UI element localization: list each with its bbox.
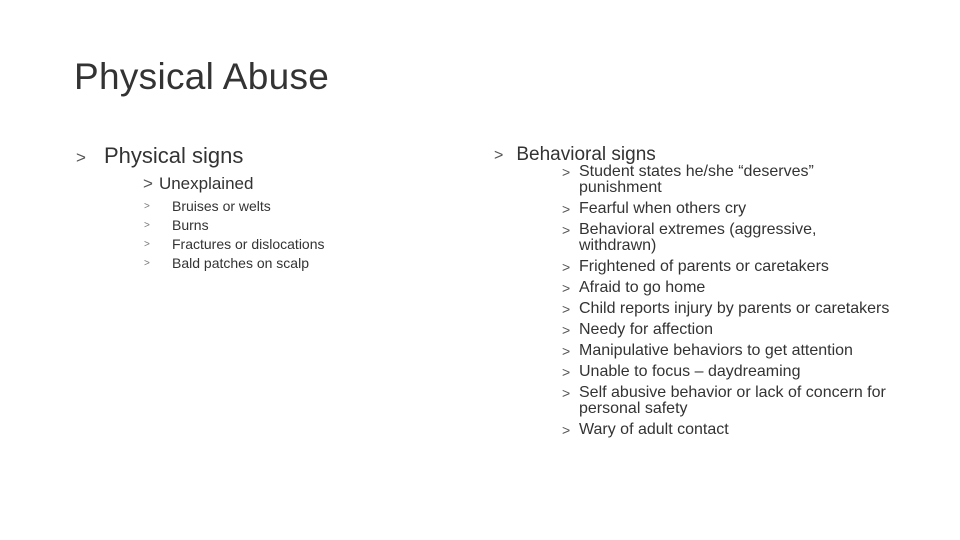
- bullet-marker: >: [143, 174, 153, 193]
- physical-signs-label: Physical signs: [103, 143, 244, 168]
- list-item: [144, 216, 325, 235]
- list-item-text: Needy for affection: [579, 321, 714, 338]
- physical-signs-list: [144, 197, 325, 273]
- list-item: [562, 222, 892, 254]
- behavioral-signs-list: [562, 164, 892, 443]
- bullet-marker: >: [562, 422, 571, 438]
- bullet-marker: >: [144, 258, 150, 269]
- list-item: [144, 197, 325, 216]
- list-item: [562, 343, 892, 359]
- bullet-marker: >: [562, 343, 571, 359]
- bullet-marker: >: [144, 201, 150, 212]
- list-item-text: Wary of adult contact: [579, 421, 729, 438]
- list-item: [562, 259, 892, 275]
- list-item-text: Child reports injury by parents or caretakers: [579, 300, 890, 317]
- list-item-text: Student states he/she “deserves” punishment: [579, 163, 814, 196]
- unexplained-label: Unexplained: [158, 174, 254, 193]
- list-item: [144, 254, 325, 273]
- slide-title: Physical Abuse: [74, 56, 330, 97]
- bullet-marker: >: [562, 259, 571, 275]
- list-item-text: Self abusive behavior or lack of concern for personal safety: [579, 384, 886, 417]
- bullet-marker: >: [562, 201, 571, 217]
- bullet-marker: >: [144, 220, 150, 231]
- list-item-text: Bald patches on scalp: [172, 255, 309, 271]
- list-item: [562, 301, 892, 317]
- list-item-text: Manipulative behaviors to get attention: [579, 342, 853, 359]
- list-item-text: Unable to focus – daydreaming: [579, 363, 801, 380]
- bullet-marker: >: [76, 148, 86, 167]
- list-item-text: Fearful when others cry: [579, 200, 747, 217]
- list-item-text: Fractures or dislocations: [172, 236, 325, 252]
- bullet-marker: >: [562, 322, 571, 338]
- bullet-marker: >: [562, 301, 571, 317]
- list-item-text: Behavioral extremes (aggressive, withdrawn): [579, 221, 817, 254]
- bullet-marker: >: [562, 364, 571, 380]
- list-item-text: Bruises or welts: [172, 198, 271, 214]
- list-item-text: Afraid to go home: [579, 279, 706, 296]
- list-item: [562, 201, 892, 217]
- bullet-marker: >: [494, 147, 504, 164]
- list-item: [562, 364, 892, 380]
- bullet-marker: >: [562, 385, 571, 401]
- bullet-marker: >: [562, 280, 571, 296]
- bullet-marker: >: [144, 239, 150, 250]
- list-item: [562, 280, 892, 296]
- list-item: [562, 322, 892, 338]
- list-item-text: Burns: [172, 217, 209, 233]
- list-item: [562, 385, 892, 417]
- unexplained-subheading: [143, 174, 253, 194]
- list-item: [562, 422, 892, 438]
- behavioral-signs-label: Behavioral signs: [516, 144, 656, 165]
- list-item: [144, 235, 325, 254]
- physical-signs-heading: [76, 143, 243, 169]
- bullet-marker: >: [562, 222, 571, 238]
- list-item: [562, 164, 892, 196]
- list-item-text: Frightened of parents or caretakers: [579, 258, 829, 275]
- bullet-marker: >: [562, 164, 571, 180]
